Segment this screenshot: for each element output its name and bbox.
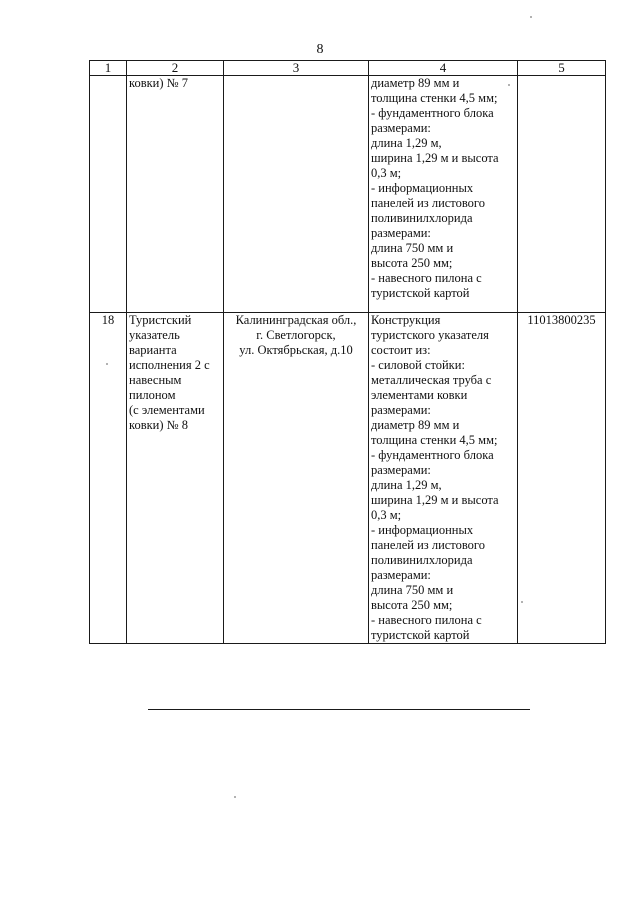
scan-speck [106,363,108,365]
text-line: размерами: [371,463,431,477]
row-number: 18 [90,313,127,644]
object-description [369,76,518,313]
text-line: навесным [129,373,182,387]
text-line: - навесного пилона с [371,271,482,285]
scan-speck [234,796,236,798]
scan-speck [530,16,532,18]
text-line: элементами ковки [371,388,468,402]
scan-speck [521,601,523,603]
text-line: ширина 1,29 м и высота [371,151,499,165]
text-line: металлическая труба с [371,373,492,387]
text-line: поливинилхлорида [371,553,473,567]
text-line: панелей из листового [371,538,485,552]
row-number [90,76,127,313]
object-address [224,76,369,313]
text-line: состоит из: [371,343,431,357]
text-line: размерами: [371,121,431,135]
text-line: Калининградская обл., [235,313,357,327]
table-header-row [90,61,606,76]
text-line: ул. Октябрьская, д.10 [239,343,353,357]
text-line: ширина 1,29 м и высота [371,493,499,507]
objects-table [89,60,606,644]
object-name [127,313,224,644]
scan-speck [508,84,510,86]
text-line: - фундаментного блока [371,448,494,462]
text-line: - фундаментного блока [371,106,494,120]
text-line: туристского указателя [371,328,489,342]
text-line: толщина стенки 4,5 мм; [371,433,498,447]
table-row [90,313,606,644]
text-line: - информационных [371,181,474,195]
text-line: исполнения 2 с [129,358,210,372]
column-header: 3 [224,61,369,76]
text-line: диаметр 89 мм и [371,418,460,432]
text-line: размерами: [371,403,431,417]
text-line: - информационных [371,523,474,537]
text-line: ковки) № 7 [129,76,188,90]
text-line: туристской картой [371,628,470,642]
text-line: поливинилхлорида [371,211,473,225]
text-line: пилоном [129,388,176,402]
text-line: толщина стенки 4,5 мм; [371,91,498,105]
text-line: Конструкция [371,313,441,327]
text-line: 0,3 м; [371,508,402,522]
text-line: 0,3 м; [371,166,402,180]
text-line: Туристский [129,313,192,327]
object-address [224,313,369,644]
object-name [127,76,224,313]
text-line: длина 750 мм и [371,583,454,597]
column-header: 5 [518,61,606,76]
text-line: высота 250 мм; [371,256,453,270]
text-line: варианта [129,343,177,357]
text-line: размерами: [371,226,431,240]
text-line: высота 250 мм; [371,598,453,612]
text-line: размерами: [371,568,431,582]
text-line: - навесного пилона с [371,613,482,627]
table-row [90,76,606,313]
footer-divider [148,709,530,710]
text-line: длина 750 мм и [371,241,454,255]
text-line: г. Светлогорск, [256,328,336,342]
inventory-code: 11013800235 [518,313,606,644]
inventory-code [518,76,606,313]
object-description [369,313,518,644]
text-line: туристской картой [371,286,470,300]
column-header: 4 [369,61,518,76]
text-line: (с элементами [129,403,205,417]
column-header: 2 [127,61,224,76]
text-line: - силовой стойки: [371,358,465,372]
text-line: диаметр 89 мм и [371,76,460,90]
page-number: 8 [316,42,324,57]
text-line: указатель [129,328,180,342]
text-line: ковки) № 8 [129,418,188,432]
text-line: длина 1,29 м, [371,478,442,492]
text-line: длина 1,29 м, [371,136,442,150]
column-header: 1 [90,61,127,76]
text-line: панелей из листового [371,196,485,210]
